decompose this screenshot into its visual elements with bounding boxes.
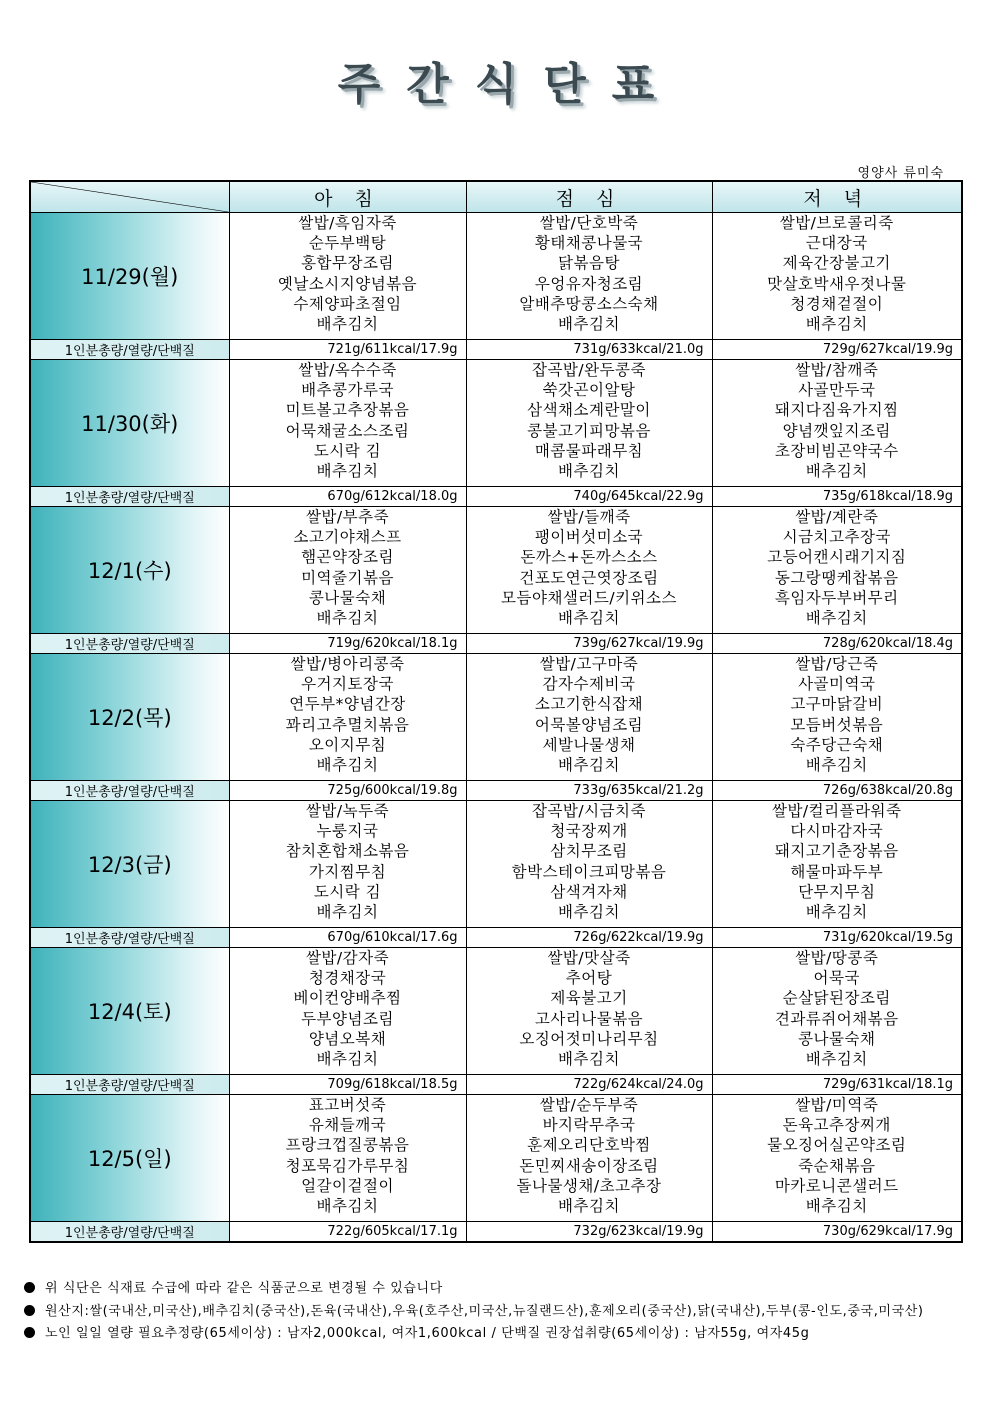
menu-item: 삼색겨자채 [550,882,628,901]
menu-item: 돈육고추장찌개 [782,1116,891,1135]
day-row [30,654,962,781]
nutrition-breakfast: 719g/620kcal/18.1g [229,634,466,654]
menu-item: 배추김치 [805,756,868,775]
meal-breakfast [229,507,466,634]
menu-item: 배추김치 [316,315,379,334]
menu-body [30,213,962,1243]
nutrition-dinner: 729g/627kcal/19.9g [712,340,962,360]
menu-item: 고구마닭갈비 [790,695,884,714]
meal-dinner [712,507,962,634]
table-header-row [30,181,962,213]
meal-dinner [712,654,962,781]
menu-item: 쌀밥/컬리플라워죽 [771,802,902,820]
menu-item: 모듬버섯볶음 [790,715,884,734]
bullet-icon [24,1327,35,1338]
menu-item: 배추김치 [558,315,620,334]
day-date: 12/4(토) [30,948,229,1075]
nutrition-label: 1인분총량/열량/단백질 [30,634,229,654]
day-date: 11/29(월) [30,213,229,340]
note-item: 노인 일일 열량 필요추정량(65세이상) : 남자2,000kcal, 여자1,600kcal / 단백질 권장섭취량(65세이상) : 남자55g, 여자45g [24,1323,924,1346]
meal-lunch [466,801,712,928]
menu-item: 오징어젓미나리무침 [519,1029,659,1048]
menu-item: 훈제오리단호박찜 [527,1136,651,1155]
nutrition-breakfast: 670g/610kcal/17.6g [229,928,466,948]
menu-item: 쌀밥/들깨죽 [547,508,631,526]
menu-item: 돌나물생채/초고추장 [516,1176,662,1195]
menu-item: 쌀밥/감자죽 [305,949,390,967]
meal-dinner [712,360,962,487]
menu-item: 물오징어실곤약조림 [767,1136,907,1155]
menu-item: 쌀밥/계란죽 [795,508,879,526]
menu-item: 잡곡밥/시금치죽 [531,802,647,820]
nutrition-breakfast: 709g/618kcal/18.5g [229,1075,466,1095]
meal-breakfast [229,654,466,781]
menu-item: 소고기야채스프 [293,528,402,547]
meal-dinner [712,213,962,340]
menu-item: 쌀밥/옥수수죽 [298,361,397,379]
menu-item: 초장비빔곤약국수 [774,441,899,460]
nutrition-lunch: 726g/622kcal/19.9g [466,928,712,948]
day-row [30,1095,962,1222]
nutrition-lunch: 733g/635kcal/21.2g [466,781,712,801]
menu-item: 홍합무장조림 [301,254,394,273]
menu-item: 배추김치 [805,903,868,922]
nutrition-row [30,1222,962,1243]
day-row [30,507,962,634]
menu-item: 우엉유자청조림 [534,274,644,293]
nutrition-lunch: 740g/645kcal/22.9g [466,487,712,507]
menu-item: 건포도연근엿장조림 [519,568,659,587]
menu-item: 팽이버섯미소국 [534,528,644,547]
nutrition-label: 1인분총량/열량/단백질 [30,1222,229,1243]
menu-item: 배추김치 [558,462,620,481]
menu-item: 견과류쥐어채볶음 [774,1009,899,1028]
menu-item: 숙주당근숙채 [790,735,884,754]
menu-item: 옛날소시지양념볶음 [277,274,418,293]
menu-item: 모듬야채샐러드/키위소스 [501,588,677,607]
menu-item: 쌀밥/맛살죽 [547,949,631,967]
menu-item: 흑임자두부버무리 [774,588,899,607]
nutrition-breakfast: 725g/600kcal/19.8g [229,781,466,801]
day-date: 11/30(화) [30,360,229,487]
menu-item: 도시락 김 [313,441,382,460]
menu-item: 배추콩가루국 [301,381,394,400]
menu-item: 쌀밥/녹두죽 [305,802,390,820]
nutrition-lunch: 739g/627kcal/19.9g [466,634,712,654]
meal-lunch [466,1095,712,1222]
menu-item: 죽순채볶음 [798,1156,876,1175]
menu-item: 유채들깨국 [308,1116,387,1135]
menu-item: 배추김치 [805,315,868,334]
menu-item: 배추김치 [316,903,379,922]
menu-item: 배추김치 [805,462,868,481]
menu-item: 양념깻잎지조림 [782,421,891,440]
nutrition-row [30,781,962,801]
menu-item: 표고버섯죽 [308,1096,387,1114]
nutrition-breakfast: 670g/612kcal/18.0g [229,487,466,507]
nutrition-row [30,928,962,948]
nutrition-label: 1인분총량/열량/단백질 [30,1075,229,1095]
menu-item: 순살닭된장조림 [782,989,891,1008]
menu-item: 쑥갓곤이알탕 [542,381,636,400]
menu-item: 배추김치 [805,1197,868,1216]
nutrition-label: 1인분총량/열량/단백질 [30,781,229,801]
menu-item: 배추김치 [805,1050,868,1069]
menu-item: 콩나물숙채 [798,1029,876,1048]
page-title: 주간식단표 [337,59,681,110]
nutrition-label: 1인분총량/열량/단백질 [30,340,229,360]
nutrition-label: 1인분총량/열량/단백질 [30,928,229,948]
menu-item: 단무지무침 [798,882,876,901]
menu-item: 꽈리고추멸치볶음 [285,715,410,734]
menu-item: 순두부백탕 [308,234,387,253]
day-row [30,948,962,1075]
nutrition-dinner: 729g/631kcal/18.1g [712,1075,962,1095]
menu-item: 해물마파두부 [790,862,884,881]
meal-dinner [712,1095,962,1222]
menu-item: 매콤물파래무침 [534,441,644,460]
menu-item: 콩나물숙채 [308,588,387,607]
menu-item: 맛살호박새우젓나물 [767,274,907,293]
day-row [30,360,962,487]
weekly-menu-table [29,180,963,1243]
menu-item: 청경채겉절이 [790,294,884,313]
meal-breakfast [229,213,466,340]
menu-item: 쌀밥/참깨죽 [795,361,879,379]
nutrition-row [30,487,962,507]
menu-item: 제육불고기 [550,989,628,1008]
nutrition-row [30,1075,962,1095]
nutrition-breakfast: 722g/605kcal/17.1g [229,1222,466,1243]
menu-item: 닭볶음탕 [558,254,620,273]
menu-item: 어묵볼양념조림 [534,715,644,734]
menu-item: 쌀밥/병아리콩죽 [290,655,405,673]
nutrition-label: 1인분총량/열량/단백질 [30,487,229,507]
day-date: 12/1(수) [30,507,229,634]
menu-item: 바지락무추국 [542,1116,636,1135]
meal-lunch [466,948,712,1075]
author-label: 영양사 류미숙 [857,166,944,181]
menu-item: 고사리나물볶음 [534,1009,644,1028]
meal-lunch [466,507,712,634]
menu-item: 소고기한식잡채 [534,695,644,714]
menu-item: 감자수제비국 [542,675,636,694]
day-date: 12/5(일) [30,1095,229,1222]
meal-breakfast [229,1095,466,1222]
header-dinner: 저 녁 [712,181,962,213]
nutrition-dinner: 731g/620kcal/19.5g [712,928,962,948]
nutrition-lunch: 731g/633kcal/21.0g [466,340,712,360]
menu-item: 어묵국 [813,969,860,988]
menu-item: 도시락 김 [313,882,382,901]
menu-item: 프랑크껍질콩볶음 [285,1136,410,1155]
menu-item: 동그랑땡케찹볶음 [774,568,899,587]
menu-item: 쌀밥/단호박죽 [539,214,639,232]
menu-item: 우거지토장국 [301,675,394,694]
day-date: 12/2(목) [30,654,229,781]
nutrition-breakfast: 721g/611kcal/17.9g [229,340,466,360]
header-breakfast: 아 침 [229,181,466,213]
diagonal-line [31,182,229,212]
menu-item: 쌀밥/땅콩죽 [795,949,879,967]
header-lunch: 점 심 [466,181,712,213]
menu-item: 쌀밥/부추죽 [305,508,390,526]
meal-breakfast [229,801,466,928]
notes [24,1278,924,1346]
menu-item: 돼지고기춘장볶음 [774,842,899,861]
menu-item: 배추김치 [558,1197,620,1216]
menu-item: 쌀밥/순두부죽 [539,1096,639,1114]
menu-item: 배추김치 [805,609,868,628]
nutrition-row [30,634,962,654]
menu-item: 마카로니콘샐러드 [774,1176,899,1195]
menu-item: 가지찜무침 [308,862,387,881]
menu-item: 삼색채소계란말이 [527,401,651,420]
menu-item: 알배추땅콩소스숙채 [519,294,659,313]
menu-item: 청경채장국 [308,969,387,988]
menu-item: 쌀밥/당근죽 [795,655,879,673]
meal-lunch [466,654,712,781]
meal-breakfast [229,948,466,1075]
note-item: 위 식단은 식재료 수급에 따라 같은 식품군으로 변경될 수 있습니다 [24,1278,924,1301]
menu-item: 두부양념조림 [301,1009,394,1028]
menu-item: 삼치무조림 [550,842,628,861]
menu-item: 고등어캔시래기지짐 [767,548,907,567]
meal-dinner [712,801,962,928]
menu-item: 쌀밥/흑임자죽 [298,214,397,232]
nutrition-dinner: 728g/620kcal/18.4g [712,634,962,654]
nutrition-lunch: 722g/624kcal/24.0g [466,1075,712,1095]
menu-item: 배추김치 [558,1050,620,1069]
nutrition-dinner: 726g/638kcal/20.8g [712,781,962,801]
menu-item: 수제양파초절임 [293,294,402,313]
nutrition-row [30,340,962,360]
menu-item: 배추김치 [316,1050,379,1069]
menu-item: 돼지다짐육가지찜 [774,401,899,420]
menu-item: 쌀밥/브로콜리죽 [779,214,894,232]
menu-item: 쌀밥/고구마죽 [539,655,639,673]
meal-breakfast [229,360,466,487]
menu-item: 함박스테이크피망볶음 [511,862,667,881]
menu-item: 미역줄기볶음 [301,568,394,587]
menu-item: 청국장찌개 [550,822,628,841]
meal-dinner [712,948,962,1075]
diagonal-header-cell [30,181,229,213]
day-date: 12/3(금) [30,801,229,928]
menu-item: 어묵채굴소스조림 [285,421,410,440]
menu-item: 연두부*양념간장 [289,695,406,714]
menu-item: 다시마감자국 [790,822,884,841]
day-row [30,213,962,340]
menu-item: 황태채콩나물국 [534,234,644,253]
menu-item: 돈까스+돈까스소스 [520,548,658,567]
menu-item: 양념오복채 [308,1029,387,1048]
menu-item: 근대장국 [805,234,868,253]
meal-lunch [466,213,712,340]
menu-item: 제육간장불고기 [782,254,891,273]
menu-item: 사골만두국 [798,381,876,400]
nutrition-lunch: 732g/623kcal/19.9g [466,1222,712,1243]
menu-item: 배추김치 [558,609,620,628]
menu-item: 베이컨양배추찜 [293,989,402,1008]
menu-item: 쌀밥/미역죽 [795,1096,879,1114]
menu-item: 사골미역국 [798,675,876,694]
menu-item: 배추김치 [316,756,379,775]
menu-item: 추어탕 [565,969,613,988]
menu-item: 배추김치 [316,609,379,628]
menu-item: 햄곤약장조림 [301,548,394,567]
menu-item: 배추김치 [558,756,620,775]
menu-item: 배추김치 [316,462,379,481]
menu-item: 미트볼고추장볶음 [285,401,410,420]
nutrition-dinner: 730g/629kcal/17.9g [712,1222,962,1243]
meal-lunch [466,360,712,487]
menu-item: 시금치고추장국 [782,528,891,547]
menu-item: 참치혼합채소볶음 [285,842,410,861]
day-row [30,801,962,928]
menu-item: 청포묵김가루무침 [285,1156,410,1175]
nutrition-dinner: 735g/618kcal/18.9g [712,487,962,507]
menu-item: 돈민찌새송이장조림 [519,1156,659,1175]
note-item: 원산지:쌀(국내산,미국산),배추김치(중국산),돈육(국내산),우육(호주산,미국산,뉴질랜드산),훈제오리(중국산),닭(국내산),두부(콩-인도,중국,미국산) [24,1301,924,1324]
menu-item: 배추김치 [316,1197,379,1216]
bullet-icon [24,1282,35,1293]
menu-item: 오이지무침 [308,735,387,754]
menu-item: 콩불고기피망볶음 [527,421,651,440]
menu-item: 누룽지국 [316,822,379,841]
menu-item: 세발나물생채 [542,735,636,754]
menu-item: 얼갈이겉절이 [301,1176,394,1195]
menu-item: 잡곡밥/완두콩죽 [531,361,647,379]
menu-item: 배추김치 [558,903,620,922]
bullet-icon [24,1305,35,1316]
